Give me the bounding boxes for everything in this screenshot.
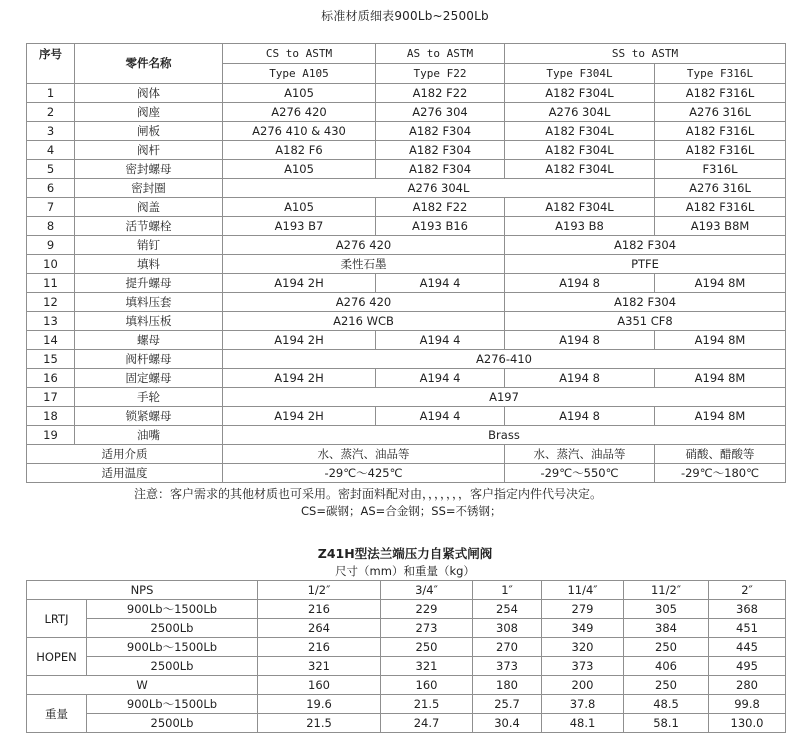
temperature-label: 适用温度	[27, 464, 223, 483]
material-note: 注意：客户需求的其他材质也可采用。密封面料配对由，，，，，，，客户指定内件代号决定。	[134, 487, 603, 501]
dimension-cell: 21.5	[258, 714, 381, 733]
seq-cell: 11	[27, 274, 75, 293]
part-name-cell: 锁紧螺母	[75, 407, 223, 426]
ss1-material-cell: A193 B8	[505, 217, 655, 236]
dimension-cell: 130.0	[709, 714, 786, 733]
as-material-cell: A182 F22	[376, 84, 505, 103]
medium-label: 适用介质	[27, 445, 223, 464]
as-material-cell: A194 4	[376, 407, 505, 426]
dimension-cell: 270	[473, 638, 542, 657]
table-row	[27, 426, 786, 445]
table-row	[27, 274, 786, 293]
ss-type1-header: Type F304L	[505, 64, 655, 84]
w-row	[27, 676, 786, 695]
seq-cell: 1	[27, 84, 75, 103]
part-name-cell: 螺母	[75, 331, 223, 350]
ss1-material-cell: A194 8	[505, 274, 655, 293]
material-cell: PTFE	[505, 255, 786, 274]
seq-cell: 18	[27, 407, 75, 426]
part-name-cell: 油嘴	[75, 426, 223, 445]
table-row	[27, 388, 786, 407]
cs-type-header: Type A105	[223, 64, 376, 84]
table-row	[27, 141, 786, 160]
cs-material-cell: A182 F6	[223, 141, 376, 160]
part-name-cell: 填料	[75, 255, 223, 274]
dimension-cell: 229	[381, 600, 473, 619]
lrtj-row	[27, 600, 786, 619]
ss1-material-cell: A194 8	[505, 369, 655, 388]
ss1-material-cell: A276 304L	[505, 103, 655, 122]
ss2-material-cell: A193 B8M	[655, 217, 786, 236]
as-material-cell: A182 F304	[376, 160, 505, 179]
pressure-class-cell: 900Lb～1500Lb	[87, 600, 258, 619]
table-row	[27, 217, 786, 236]
medium-cell: 水、蒸汽、油品等	[505, 445, 655, 464]
dimension-cell: 321	[258, 657, 381, 676]
size-header: 2″	[709, 581, 786, 600]
table-row	[27, 160, 786, 179]
dimension-cell: 25.7	[473, 695, 542, 714]
material-cell: A276 304L	[223, 179, 655, 198]
table-row	[27, 198, 786, 217]
material-cell: A182 F304	[505, 236, 786, 255]
hopen-row	[27, 638, 786, 657]
dimension-cell: 250	[624, 638, 709, 657]
dimension-cell: 320	[542, 638, 624, 657]
dimension-cell: 254	[473, 600, 542, 619]
dimension-cell: 279	[542, 600, 624, 619]
pressure-class-cell: 900Lb～1500Lb	[87, 695, 258, 714]
ss2-material-cell: A194 8M	[655, 407, 786, 426]
part-name-header: 零件名称	[75, 44, 223, 84]
size-header: 3/4″	[381, 581, 473, 600]
material-table-title: 标准材质细表900Lb~2500Lb	[321, 9, 489, 23]
dimension-cell: 180	[473, 676, 542, 695]
cs-material-cell: A105	[223, 84, 376, 103]
size-header: 11/2″	[624, 581, 709, 600]
ss2-material-cell: A276 316L	[655, 179, 786, 198]
nps-label: NPS	[27, 581, 258, 600]
seq-cell: 12	[27, 293, 75, 312]
medium-row	[27, 445, 786, 464]
ss2-material-cell: A182 F316L	[655, 198, 786, 217]
temperature-row	[27, 464, 786, 483]
pressure-class-cell: 900Lb～1500Lb	[87, 638, 258, 657]
w-label: W	[27, 676, 258, 695]
ss2-material-cell: A276 316L	[655, 103, 786, 122]
cs-material-cell: A276 410 & 430	[223, 122, 376, 141]
ss1-material-cell: A182 F304L	[505, 198, 655, 217]
seq-cell: 2	[27, 103, 75, 122]
ss1-material-cell: A194 8	[505, 331, 655, 350]
as-material-cell: A194 4	[376, 331, 505, 350]
dimension-cell: 308	[473, 619, 542, 638]
valve-table-subtitle: 尺寸（mm）和重量（kg）	[335, 564, 475, 578]
cs-material-cell: A194 2H	[223, 274, 376, 293]
table-row	[27, 255, 786, 274]
table-row	[27, 84, 786, 103]
dimension-cell: 37.8	[542, 695, 624, 714]
dimension-cell: 21.5	[381, 695, 473, 714]
dimension-cell: 30.4	[473, 714, 542, 733]
dimension-cell: 99.8	[709, 695, 786, 714]
size-header: 11/4″	[542, 581, 624, 600]
ss-type2-header: Type F316L	[655, 64, 786, 84]
dimension-cell: 160	[258, 676, 381, 695]
seq-cell: 14	[27, 331, 75, 350]
ss2-material-cell: A194 8M	[655, 369, 786, 388]
as-material-cell: A194 4	[376, 369, 505, 388]
seq-cell: 15	[27, 350, 75, 369]
part-name-cell: 填料压板	[75, 312, 223, 331]
material-abbreviation-note: CS=碳钢；AS=合金钢；SS=不锈钢；	[301, 504, 502, 518]
dimension-cell: 250	[624, 676, 709, 695]
dimension-table	[26, 580, 786, 733]
dimension-cell: 58.1	[624, 714, 709, 733]
weight-label: 重量	[27, 695, 87, 733]
cs-material-cell: A276 420	[223, 103, 376, 122]
ss-group-header: SS to ASTM	[505, 44, 786, 64]
dimension-cell: 305	[624, 600, 709, 619]
weight-row	[27, 695, 786, 714]
seq-cell: 7	[27, 198, 75, 217]
dimension-cell: 451	[709, 619, 786, 638]
seq-header: 序号	[27, 44, 75, 84]
lrtj-row	[27, 619, 786, 638]
weight-row	[27, 714, 786, 733]
seq-cell: 9	[27, 236, 75, 255]
table-row	[27, 407, 786, 426]
part-name-cell: 阀体	[75, 84, 223, 103]
ss2-material-cell: A182 F316L	[655, 84, 786, 103]
size-header: 1/2″	[258, 581, 381, 600]
as-material-cell: A193 B16	[376, 217, 505, 236]
table-row	[27, 179, 786, 198]
as-material-cell: A194 4	[376, 274, 505, 293]
material-cell: A351 CF8	[505, 312, 786, 331]
dimension-cell: 48.1	[542, 714, 624, 733]
dimension-cell: 321	[381, 657, 473, 676]
part-name-cell: 阀杆	[75, 141, 223, 160]
ss1-material-cell: A182 F304L	[505, 84, 655, 103]
table-row	[27, 350, 786, 369]
dimension-cell: 406	[624, 657, 709, 676]
table-row	[27, 312, 786, 331]
seq-cell: 13	[27, 312, 75, 331]
part-name-cell: 固定螺母	[75, 369, 223, 388]
part-name-cell: 密封圈	[75, 179, 223, 198]
ss2-material-cell: A182 F316L	[655, 141, 786, 160]
ss2-material-cell: A194 8M	[655, 331, 786, 350]
part-name-cell: 销钉	[75, 236, 223, 255]
ss1-material-cell: A182 F304L	[505, 141, 655, 160]
seq-cell: 10	[27, 255, 75, 274]
dimension-cell: 495	[709, 657, 786, 676]
material-cell: A276-410	[223, 350, 786, 369]
part-name-cell: 活节螺栓	[75, 217, 223, 236]
cs-material-cell: A105	[223, 198, 376, 217]
ss2-material-cell: A182 F316L	[655, 122, 786, 141]
ss1-material-cell: A182 F304L	[505, 122, 655, 141]
cs-material-cell: A193 B7	[223, 217, 376, 236]
dimension-cell: 19.6	[258, 695, 381, 714]
dimension-cell: 264	[258, 619, 381, 638]
size-header: 1″	[473, 581, 542, 600]
pressure-class-cell: 2500Lb	[87, 657, 258, 676]
dimension-cell: 280	[709, 676, 786, 695]
part-name-cell: 手轮	[75, 388, 223, 407]
part-name-cell: 密封螺母	[75, 160, 223, 179]
dimension-cell: 160	[381, 676, 473, 695]
dimension-cell: 445	[709, 638, 786, 657]
dimension-cell: 48.5	[624, 695, 709, 714]
as-material-cell: A276 304	[376, 103, 505, 122]
part-name-cell: 闸板	[75, 122, 223, 141]
material-cell: Brass	[223, 426, 786, 445]
cs-material-cell: A194 2H	[223, 407, 376, 426]
dimension-cell: 24.7	[381, 714, 473, 733]
dimension-cell: 373	[542, 657, 624, 676]
table-row	[27, 103, 786, 122]
material-cell: A276 420	[223, 236, 505, 255]
cs-material-cell: A194 2H	[223, 331, 376, 350]
seq-cell: 5	[27, 160, 75, 179]
as-material-cell: A182 F304	[376, 122, 505, 141]
cs-material-cell: A105	[223, 160, 376, 179]
material-table	[26, 43, 786, 483]
table-row	[27, 236, 786, 255]
medium-cell: 硝酸、醋酸等	[655, 445, 786, 464]
dimension-cell: 250	[381, 638, 473, 657]
dimension-cell: 216	[258, 638, 381, 657]
seq-cell: 3	[27, 122, 75, 141]
table-row	[27, 293, 786, 312]
temperature-cell: -29℃～425℃	[223, 464, 505, 483]
seq-cell: 19	[27, 426, 75, 445]
as-group-header: AS to ASTM	[376, 44, 505, 64]
part-name-cell: 阀座	[75, 103, 223, 122]
seq-cell: 17	[27, 388, 75, 407]
as-type-header: Type F22	[376, 64, 505, 84]
valve-table-title: Z41H型法兰端压力自紧式闸阀	[317, 546, 493, 561]
seq-cell: 6	[27, 179, 75, 198]
dimension-cell: 349	[542, 619, 624, 638]
cs-group-header: CS to ASTM	[223, 44, 376, 64]
part-name-cell: 阀盖	[75, 198, 223, 217]
table-row	[27, 122, 786, 141]
ss2-material-cell: A194 8M	[655, 274, 786, 293]
pressure-class-cell: 2500Lb	[87, 619, 258, 638]
material-cell: A276 420	[223, 293, 505, 312]
dimension-cell: 273	[381, 619, 473, 638]
nps-header-row	[27, 581, 786, 600]
dimension-cell: 216	[258, 600, 381, 619]
part-name-cell: 提升螺母	[75, 274, 223, 293]
lrtj-label: LRTJ	[27, 600, 87, 638]
cs-material-cell: A194 2H	[223, 369, 376, 388]
material-cell: A197	[223, 388, 786, 407]
medium-cell: 水、蒸汽、油品等	[223, 445, 505, 464]
as-material-cell: A182 F304	[376, 141, 505, 160]
dimension-cell: 368	[709, 600, 786, 619]
table-header-row	[27, 44, 786, 64]
ss1-material-cell: A194 8	[505, 407, 655, 426]
table-row	[27, 331, 786, 350]
dimension-cell: 200	[542, 676, 624, 695]
part-name-cell: 阀杆螺母	[75, 350, 223, 369]
temperature-cell: -29℃～550℃	[505, 464, 655, 483]
table-row	[27, 369, 786, 388]
hopen-row	[27, 657, 786, 676]
dimension-cell: 373	[473, 657, 542, 676]
hopen-label: HOPEN	[27, 638, 87, 676]
seq-cell: 8	[27, 217, 75, 236]
as-material-cell: A182 F22	[376, 198, 505, 217]
material-cell: A216 WCB	[223, 312, 505, 331]
temperature-cell: -29℃～180℃	[655, 464, 786, 483]
part-name-cell: 填料压套	[75, 293, 223, 312]
seq-cell: 4	[27, 141, 75, 160]
material-cell: A182 F304	[505, 293, 786, 312]
pressure-class-cell: 2500Lb	[87, 714, 258, 733]
seq-cell: 16	[27, 369, 75, 388]
material-cell: 柔性石墨	[223, 255, 505, 274]
dimension-cell: 384	[624, 619, 709, 638]
ss2-material-cell: F316L	[655, 160, 786, 179]
ss1-material-cell: A182 F304L	[505, 160, 655, 179]
